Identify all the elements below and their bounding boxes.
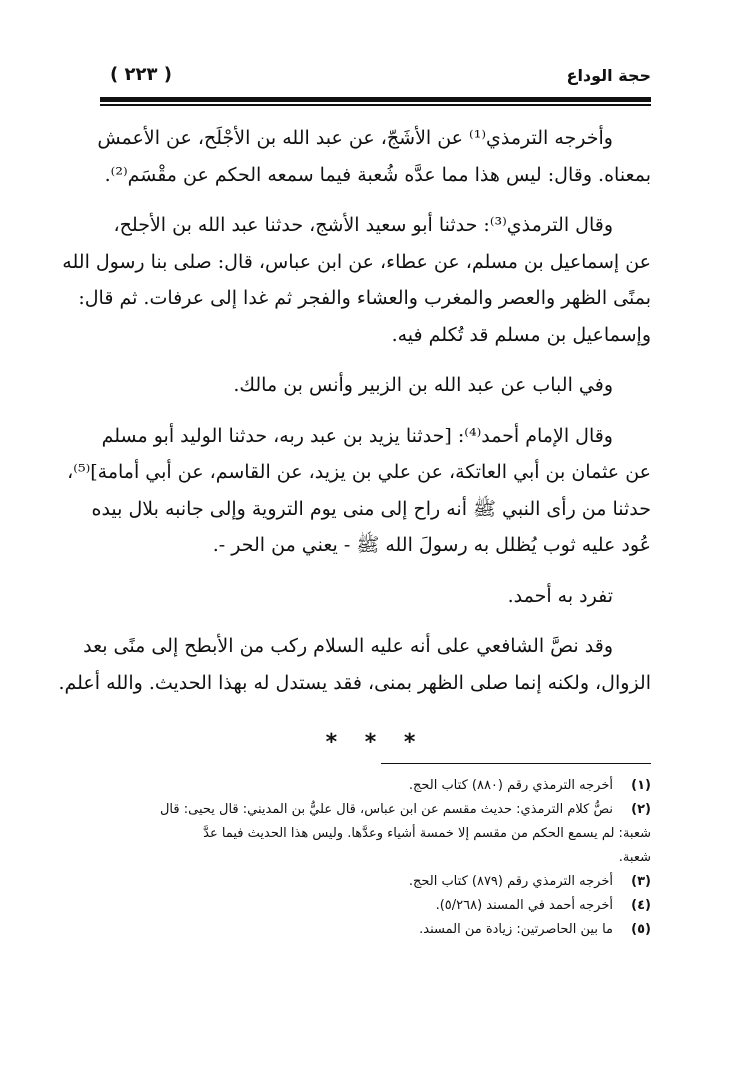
running-header	[100, 62, 651, 96]
text-line: وأخرجه الترمذي⁽¹⁾ عن الأشَجّ، عن عبد الله بن الأجْلَح، عن الأعمش	[97, 127, 613, 149]
footnote-text: أخرجه الترمذي رقم (٨٨٠) كتاب الحج.	[408, 778, 613, 793]
footnote-number: (٣)	[631, 874, 651, 889]
footnote-text	[100, 798, 651, 870]
footnote-line: شعبة.	[618, 850, 651, 865]
footnote-4	[100, 894, 651, 918]
text-line: وقال الترمذي⁽³⁾: حدثنا أبو سعيد الأشج، حدثنا عبد الله بن الأجلح،	[113, 214, 613, 236]
main-text	[58, 120, 651, 701]
footnote-text: أخرجه أحمد في المسند (٥/٢٦٨).	[435, 898, 613, 913]
footnote-text: ما بين الحاصرتين: زيادة من المسند.	[419, 922, 613, 937]
text-line: وإسماعيل بن مسلم قد تُكلم فيه.	[391, 323, 651, 346]
footnote-line: شعبة: لم يسمع الحكم من مقسم إلا خمسة أشياء وعدَّها. وليس هذا الحديث فيما عدَّ	[203, 826, 651, 841]
paragraph-2	[62, 207, 651, 353]
text-line: وفي الباب عن عبد الله بن الزبير وأنس بن مالك.	[233, 374, 613, 396]
footnote-number: (٤)	[631, 898, 651, 913]
footnote-2	[100, 798, 651, 870]
book-title: حجة الوداع	[566, 66, 651, 85]
footnote-number: (١)	[631, 778, 651, 793]
footnote-number: (٢)	[631, 802, 651, 817]
footnote-rule	[381, 763, 651, 764]
paragraph-6	[58, 628, 651, 701]
text-line: عن إسماعيل بن مسلم، عن عطاء، عن ابن عباس، قال: صلى بنا رسول الله	[62, 250, 651, 273]
text-line: الزوال، ولكنه إنما صلى الظهر بمنى، فقد يستدل له بهذا الحديث. والله أعلم.	[58, 671, 651, 694]
text-line: وقال الإمام أحمد⁽⁴⁾: [حدثنا يزيد بن عبد ربه، حدثنا الوليد أبو مسلم	[101, 424, 613, 447]
text-line: تفرد به أحمد.	[507, 584, 613, 607]
header-rule-thick	[100, 97, 651, 102]
footnotes	[100, 774, 651, 942]
footnote-1	[100, 774, 651, 798]
page-number: ( ٢٢٣ )	[110, 64, 172, 85]
paragraph-1	[97, 120, 651, 193]
text-line: وقد نصَّ الشافعي على أنه عليه السلام ركب من الأبطح إلى منًى بعد	[83, 635, 613, 657]
text-line: بمعناه. وقال: ليس هذا مما عدَّه شُعبة فيما سمعه الحكم عن مقْسَم⁽²⁾.	[104, 163, 651, 186]
footnote-line: نصُّ كلام الترمذي: حديث مقسم عن ابن عباس، قال عليُّ بن المديني: قال يحيى: قال	[159, 802, 613, 817]
text-line: عُود عليه ثوب يُظلل به رسولَ الله ﷺ - يعني من الحر -.	[212, 534, 651, 556]
footnote-number: (٥)	[631, 922, 651, 937]
paragraph-4	[67, 418, 651, 564]
header-rule-thin	[100, 104, 651, 106]
paragraph-3	[102, 367, 651, 404]
section-separator: * * *	[325, 730, 426, 755]
text-line: حدثنا من رأى النبي ﷺ أنه راح إلى منى يوم التروية وإلى جانبه بلال بيده	[91, 497, 651, 520]
text-line: عن عثمان بن أبي العاتكة، عن علي بن يزيد، عن القاسم، عن أبي أمامة]⁽⁵⁾،	[67, 461, 651, 483]
paragraph-5	[102, 578, 651, 615]
footnote-3	[100, 870, 651, 894]
text-line: بمنًى الظهر والعصر والمغرب والعشاء والفجر ثم غدا إلى عرفات. ثم قال:	[78, 287, 651, 309]
footnote-5	[100, 918, 651, 942]
footnote-text: أخرجه الترمذي رقم (٨٧٩) كتاب الحج.	[408, 874, 613, 889]
